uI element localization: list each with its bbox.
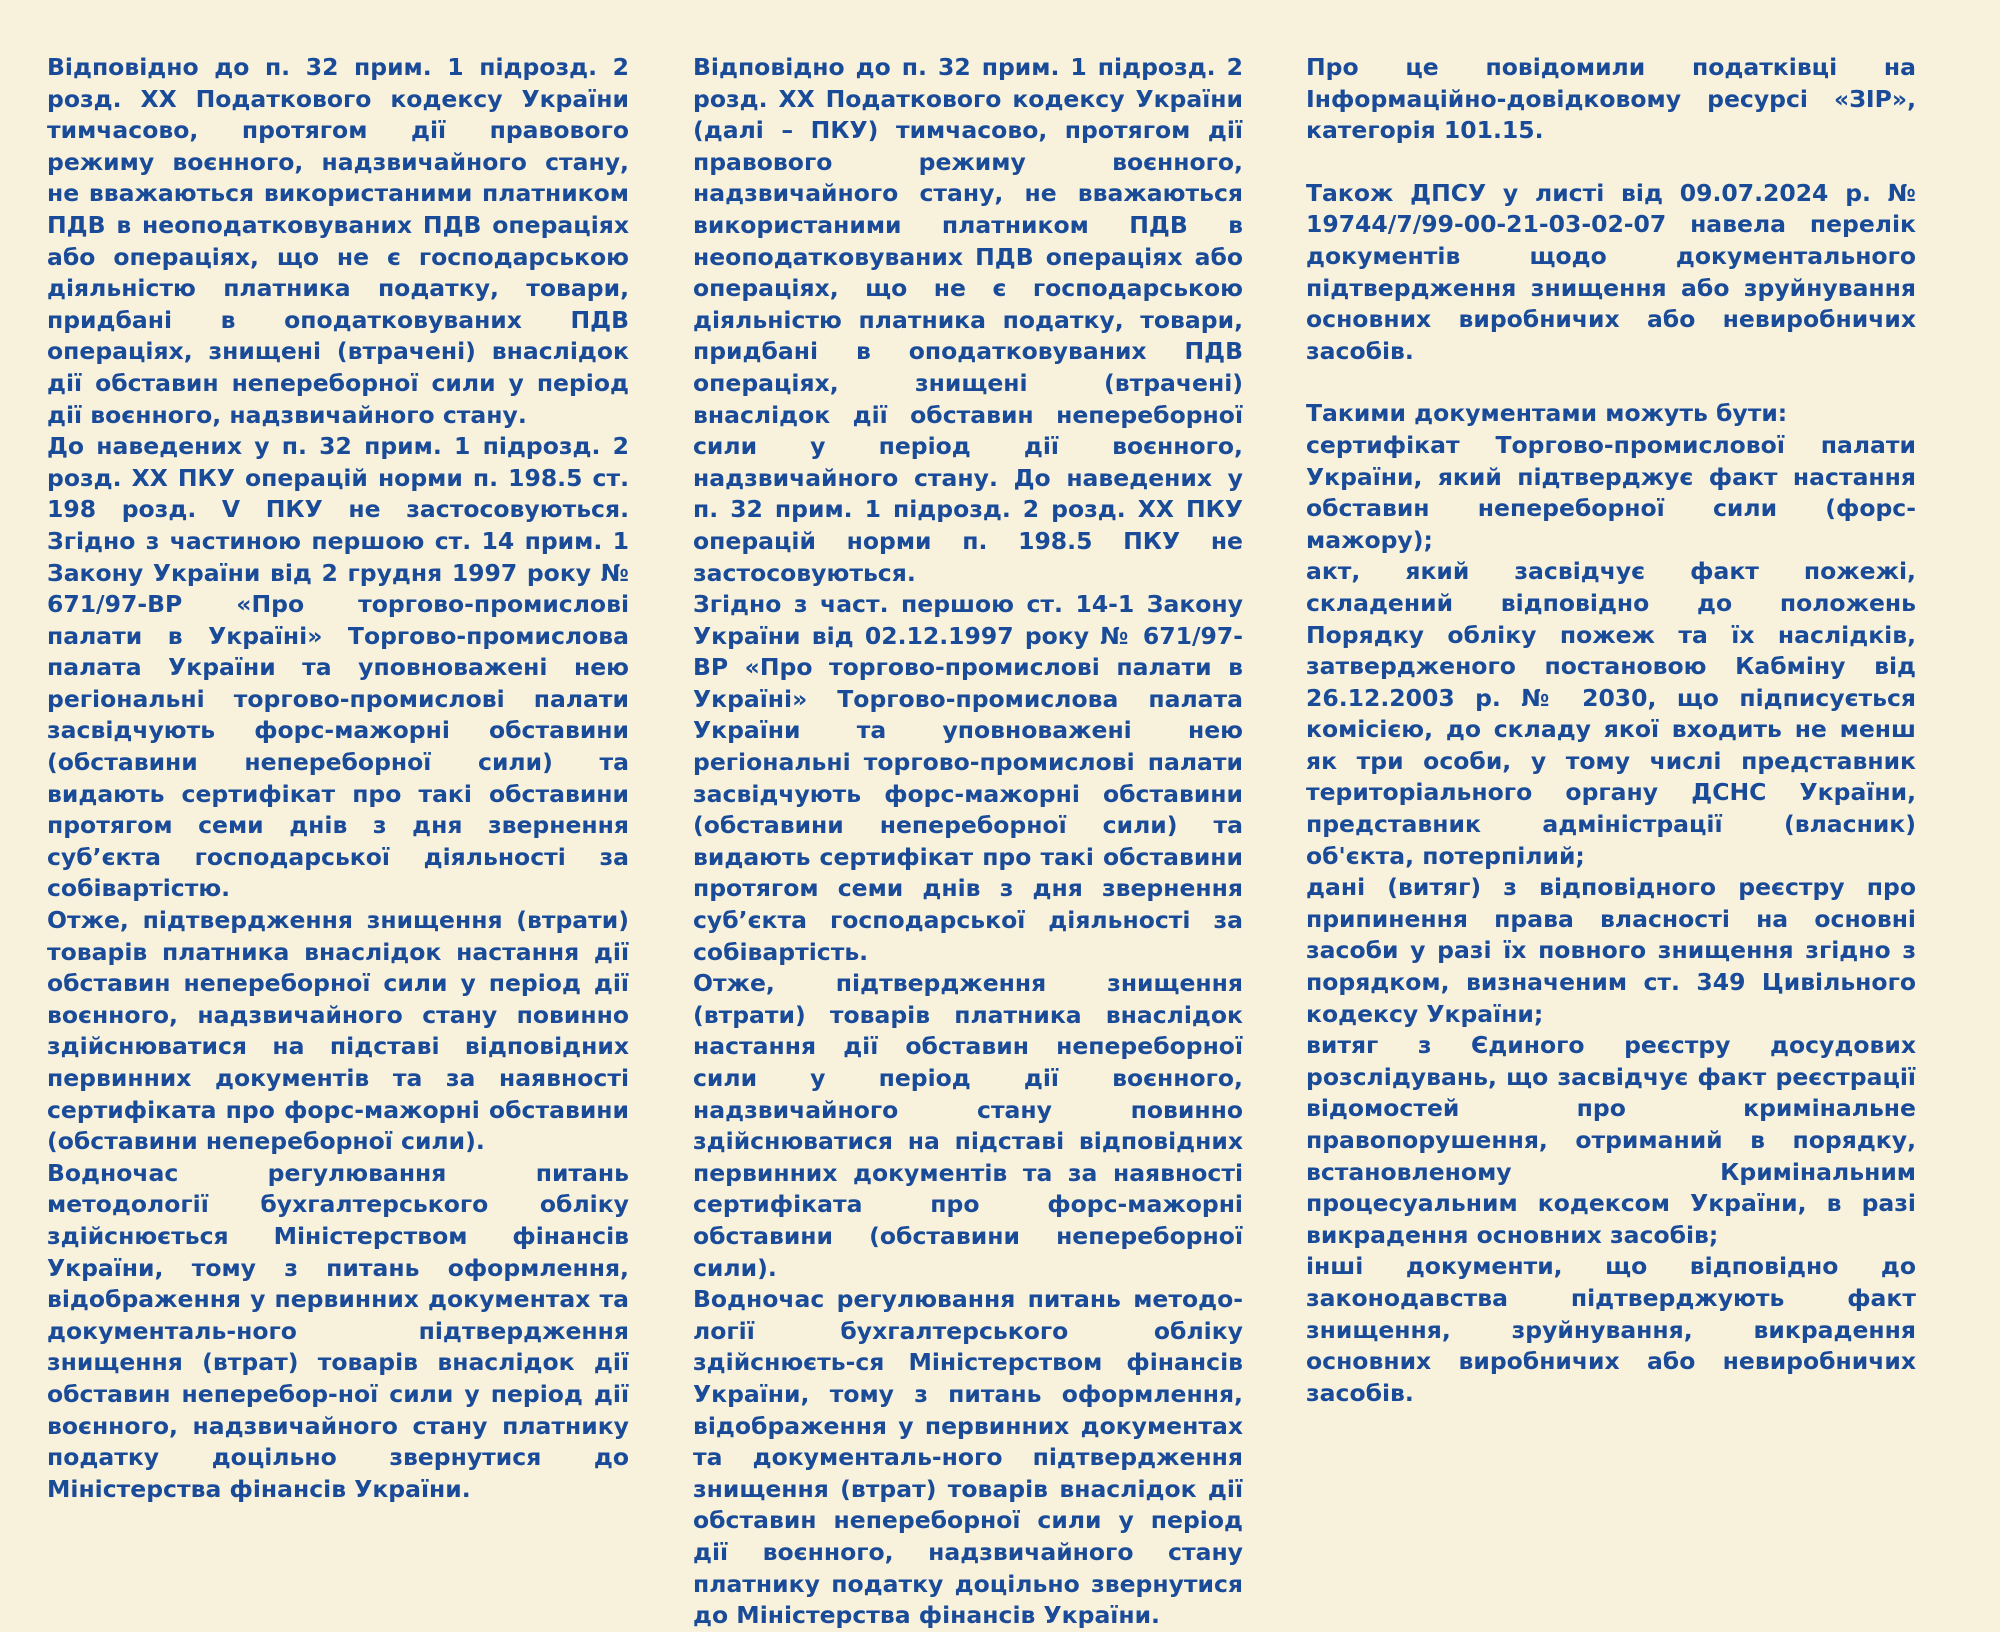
paragraph: Відповідно до п. 32 прим. 1 підрозд. 2 розд. XX Податкового кодексу України тимчасово, протягом дії правового режиму воєнного, надзвичайного стану, не вважаються використаними платником ПДВ в неоподатковуваних ПДВ операціях або операціях, що не є господарською діяльністю платника податку, товари, придбані в оподатковуваних ПДВ операціях, знищені (втрачені) внаслідок дії обставин непереборної сили у період дії воєнного, надзвичайного стану. [47,53,629,429]
document-list-item: інші документи, що відповідно до законодавства підтверджують факт знищення, зруйнування, викрадення основних виробничих або невиробничих засобів. [1306,1252,1916,1407]
document-list-item: акт, який засвідчує факт пожежі, складений відповідно до положень Порядку обліку пожеж та їх наслідків, затвердженого постановою Кабміну від 26.12.2003 р. № 2030, що підписується комісією, до складу якої входить не менш як три особи, у тому числі представник територіального органу ДСНС України, представник адміністрації (власник) об'єкта, потерпілий; [1306,557,1916,870]
paragraph: Водночас регулювання питань методо-логії бухгалтерського обліку здійснюєть-ся Міністерством фінансів України, тому з питань оформлення, відображення у первинних документах та документаль-ного підтвердження знищення (втрат) товарів внаслідок дії обставин непереборної сили у період дії воєнного, надзвичайного стану платнику податку доцільно звернутися до Міністерства фінансів України. [693,1285,1243,1630]
document-list-item: дані (витяг) з відповідного реєстру про припинення права власності на основні засоби у разі їх повного знищення згідно з порядком, визначеним ст. 349 Цивільного кодексу України; [1306,873,1916,1028]
paragraph: Водночас регулювання питань методології бухгалтерського обліку здійснюється Міністерством фінансів України, тому з питань оформлення, відображення у первинних документах та документаль-ного підтвердження знищення (втрат) товарів внаслідок дії обставин неперебор-ної сили у період дії воєнного, надзвичайного стану платнику податку доцільно звернутися до Міністерства фінансів України. [47,1158,629,1503]
paragraph-source-note: Про це повідомили податківці на Інформаційно-довідковому ресурсі «ЗІР», категорія 101.15. [1306,53,1916,145]
column-middle [693,52,1243,1632]
paragraph: Відповідно до п. 32 прим. 1 підрозд. 2 розд. XX Податкового кодексу України (далі – ПКУ) тимчасово, протягом дії правового режиму воєнного, надзвичайного стану, не вважаються використаними платником ПДВ в неоподатковуваних ПДВ операціях або операціях, що не є господарською діяльністю платника податку, товари, придбані в оподатковуваних ПДВ операціях, знищені (втрачені) внаслідок дії обставин непереборної сили у період дії воєнного, надзвичайного стану. До наведених у п. 32 прим. 1 підрозд. 2 розд. XX ПКУ операцій норми п. 198.5 ПКУ не застосовуються. [693,53,1243,587]
document-list-item: витяг з Єдиного реєстру досудових розслідувань, що засвідчує факт реєстрації відомостей про кримінальне правопорушення, отриманий в порядку, встановленому Кримінальним процесуальним кодексом України, в разі викрадення основних засобів; [1306,1031,1916,1249]
column-left [47,52,629,1505]
document-list-item: сертифікат Торгово-промислової палати України, який підтверджує факт настання обставин непереборної сили (форс-мажору); [1306,430,1916,554]
paragraph: Отже, підтвердження знищення (втрати) товарів платника внаслідок настання дії обставин непереборної сили у період дії воєнного, надзвичайного стану повинно здійснюватися на підставі відповідних первинних документів та за наявності сертифіката про форс-мажорні обставини (обставини непереборної сили). [47,906,629,1156]
paragraph-letter-reference: Також ДПСУ у листі від 09.07.2024 р. № 19744/7/99-00-21-03-02-07 навела перелік документів щодо документального підтвердження знищення або зруйнування основних виробничих або невиробничих засобів. [1306,178,1916,365]
paragraph: Отже, підтвердження знищення (втрати) товарів платника внаслідок настання дії обставин непереборної сили у період дії воєнного, надзвичайного стану повинно здійснюватися на підставі відповідних первинних документів та за наявності сертифіката про форс-мажорні обставини (обставини непереборної сили). [693,969,1243,1282]
paragraph: До наведених у п. 32 прим. 1 підрозд. 2 розд. XX ПКУ операцій норми п. 198.5 ст. 198 розд. V ПКУ не застосовуються. Згідно з частиною першою ст. 14 прим. 1 Закону України від 2 грудня 1997 року № 671/97-ВР «Про торгово-промислові палати в Україні» Торгово-промислова палата України та уповноважені нею регіональні торгово-промислові палати засвідчують форс-мажорні обставини (обставини непереборної сили) та видають сертифікат про такі обставини протягом семи днів з дня звернення суб’єкта господарської діяльності за собівартістю. [47,432,629,903]
paragraph: Згідно з част. першою ст. 14-1 Закону України від 02.12.1997 року № 671/97-ВР «Про торгово-промислові палати в Україні» Торгово-промислова палата України та уповноважені нею регіональні торгово-промислові палати засвідчують форс-мажорні обставини (обставини непереборної сили) та видають сертифікат про такі обставини протягом семи днів з дня звернення суб’єкта господарської діяльності за собівартість. [693,590,1243,966]
column-right [1306,52,1916,1409]
document-list-heading: Такими документами можуть бути: [1306,399,1788,428]
